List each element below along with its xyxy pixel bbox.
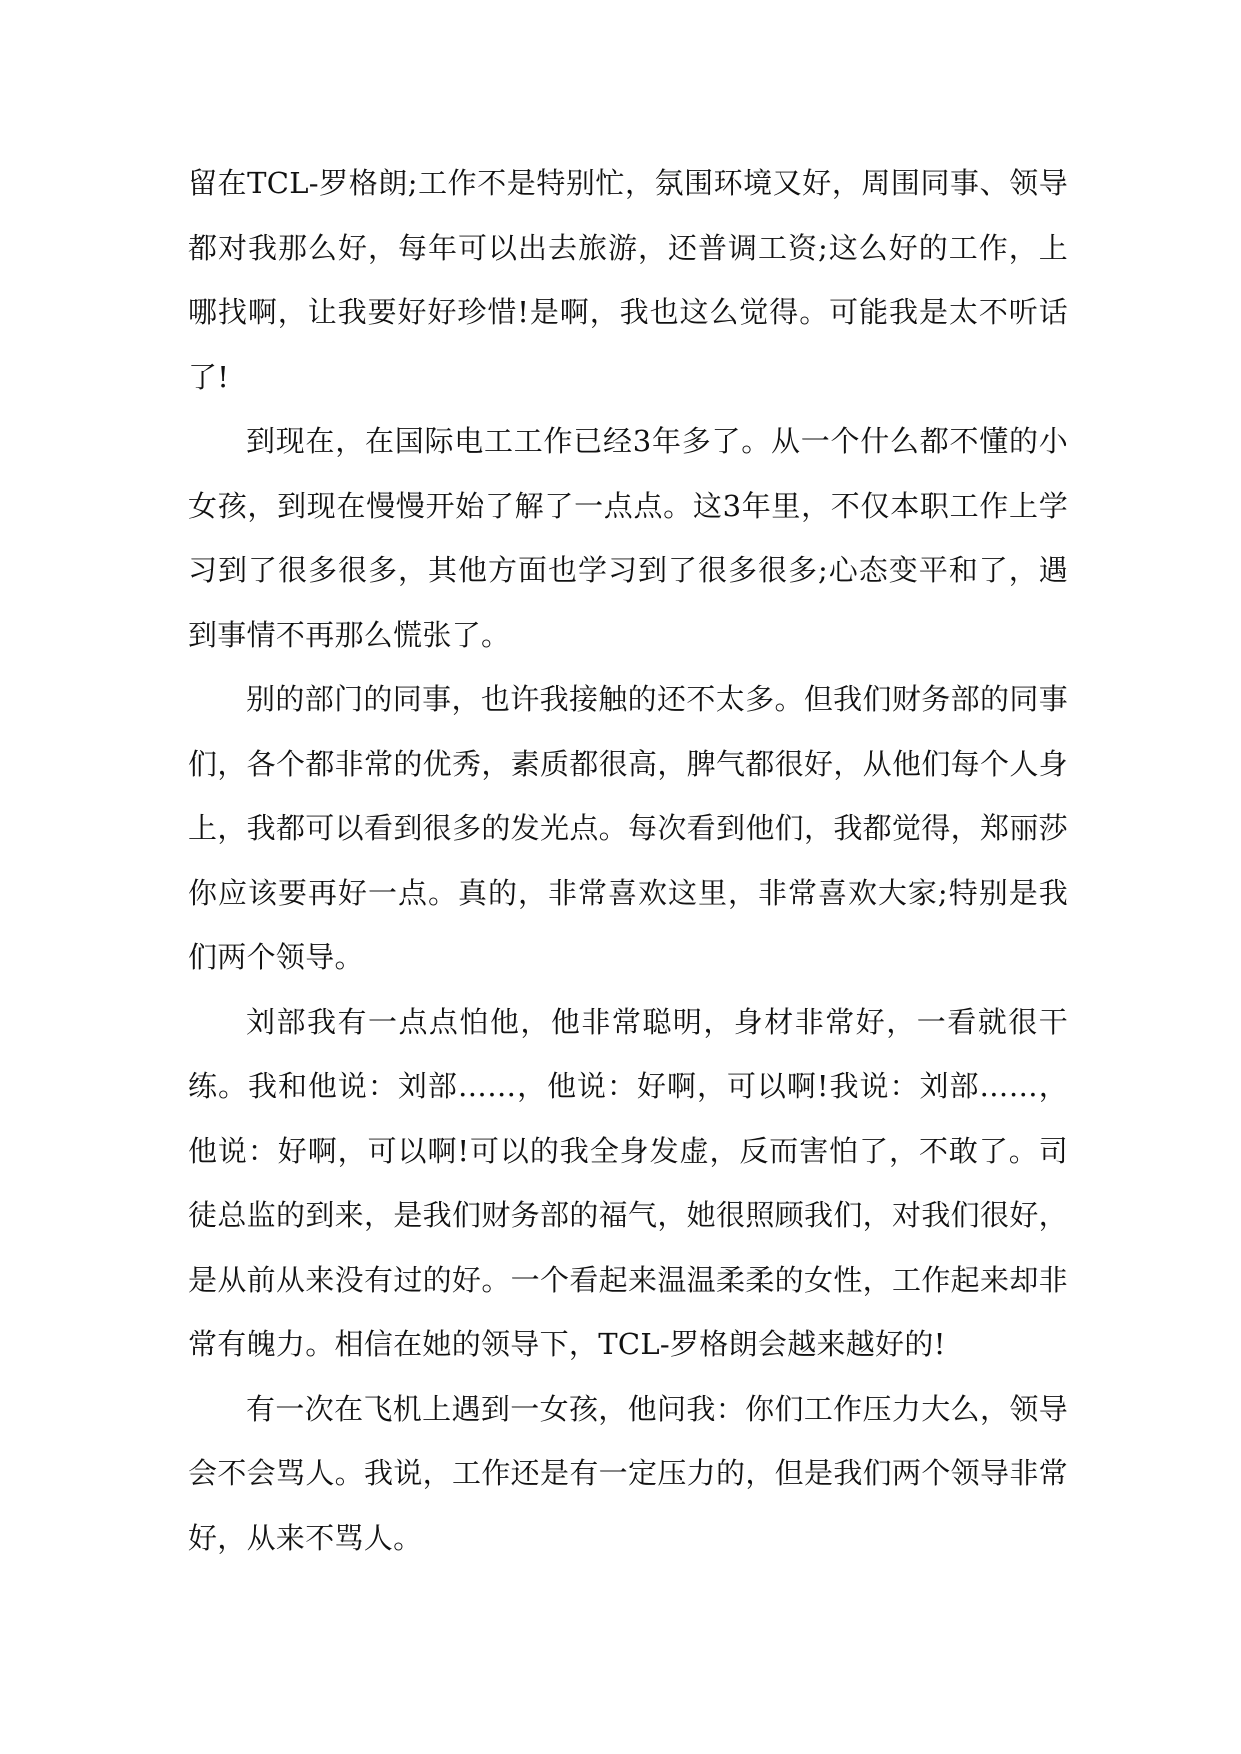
paragraph-1: 留在TCL-罗格朗;工作不是特别忙，氛围环境又好，周围同事、领导都对我那么好，每年可以出去旅游，还普调工资;这么好的工作，上哪找啊，让我要好好珍惜!是啊，我也这么觉得。可能我是太不听话了! (188, 166, 1068, 394)
paragraph-4: 刘部我有一点点怕他，他非常聪明，身材非常好，一看就很干练。我和他说：刘部……，他说：好啊，可以啊!我说：刘部……，他说：好啊，可以啊!可以的我全身发虚，反而害怕了，不敢了。司徒总监的到来，是我们财务部的福气，她很照顾我们，对我们很好，是从前从来没有过的好。一个看起来温温柔柔的女性，工作起来却非常有魄力。相信在她的领导下，TCL-罗格朗会越来越好的! (188, 1004, 1068, 1361)
paragraph-2: 到现在，在国际电工工作已经3年多了。从一个什么都不懂的小女孩，到现在慢慢开始了解了一点点。这3年里，不仅本职工作上学习到了很多很多，其他方面也学习到了很多很多;心态变平和了，遇到事情不再那么慌张了。 (188, 424, 1068, 652)
paragraph-3: 别的部门的同事，也许我接触的还不太多。但我们财务部的同事们，各个都非常的优秀，素质都很高，脾气都很好，从他们每个人身上，我都可以看到很多的发光点。每次看到他们，我都觉得，郑丽莎你应该要再好一点。真的，非常喜欢这里，非常喜欢大家;特别是我们两个领导。 (188, 682, 1068, 974)
paragraph-5: 有一次在飞机上遇到一女孩，他问我：你们工作压力大么，领导会不会骂人。我说，工作还是有一定压力的，但是我们两个领导非常好，从来不骂人。 (188, 1391, 1068, 1555)
document-body (188, 151, 1068, 1570)
